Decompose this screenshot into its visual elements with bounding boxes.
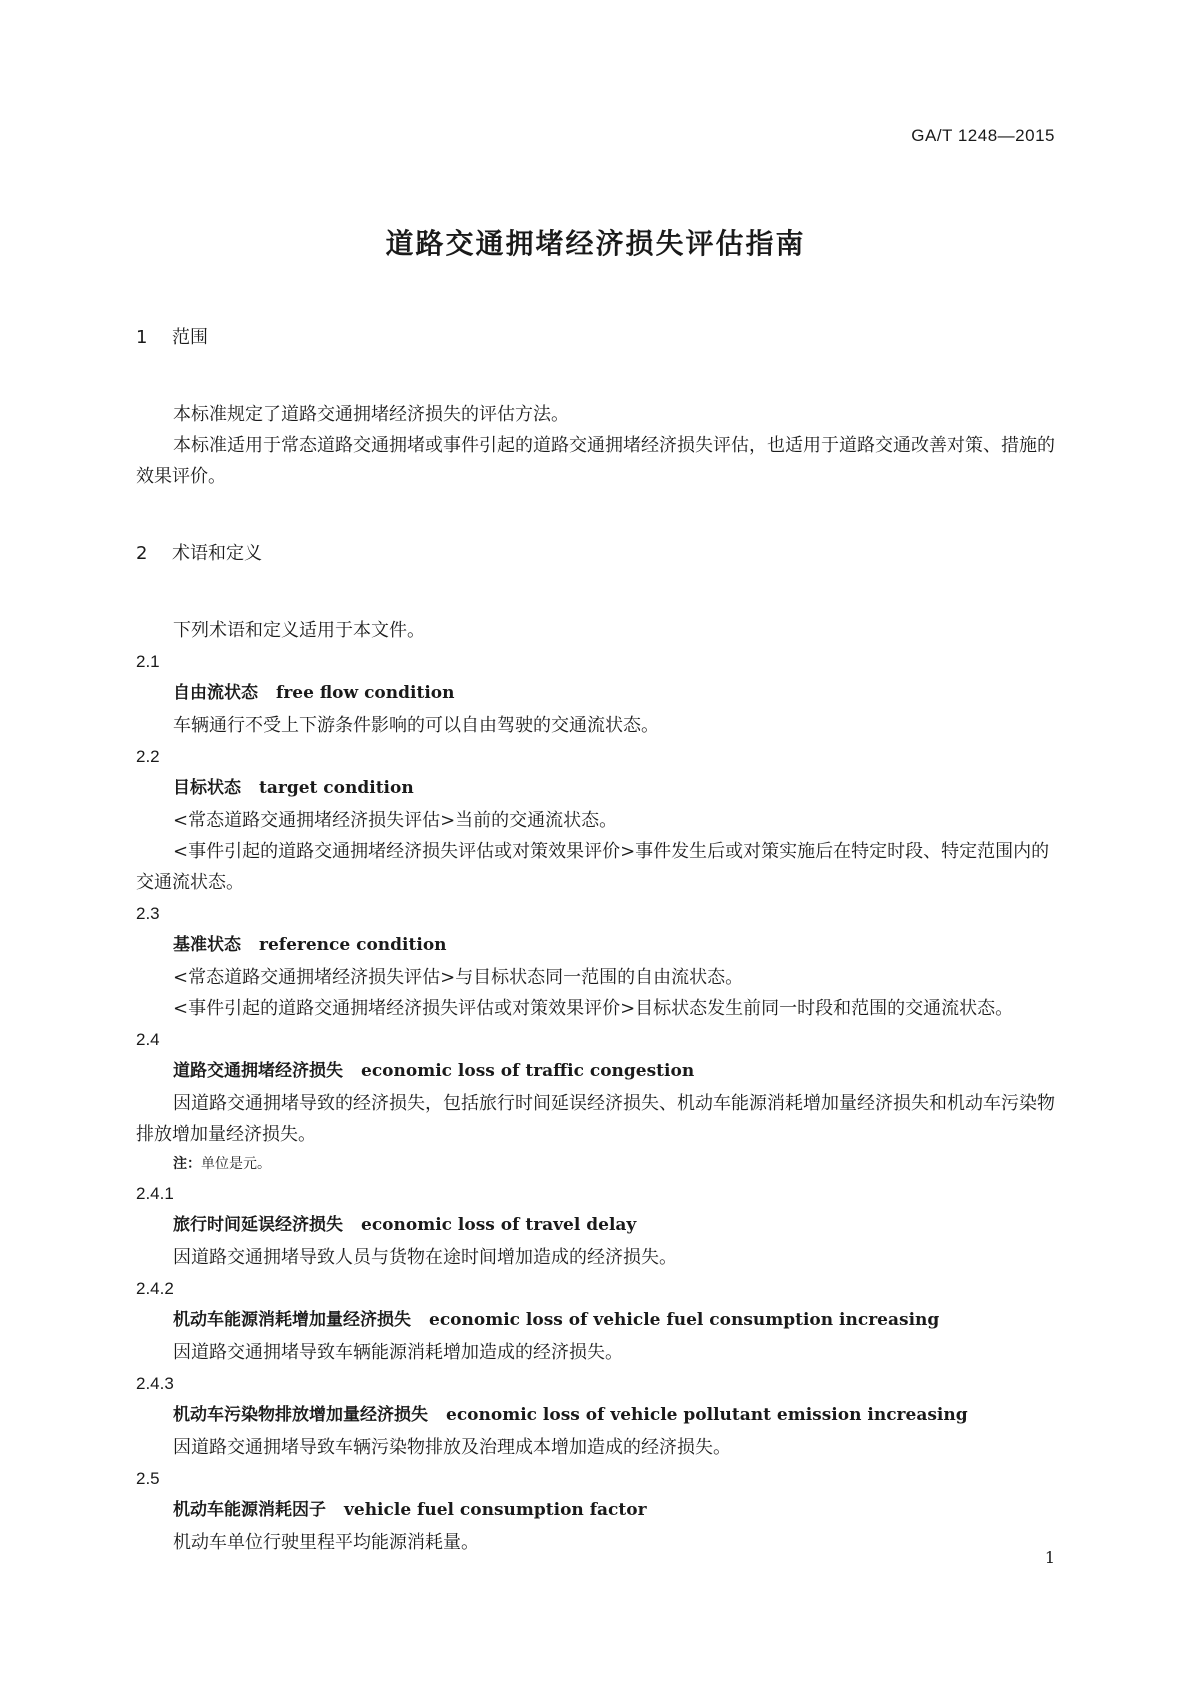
term-zh: 旅行时间延误经济损失 <box>173 1215 343 1235</box>
term-heading <box>136 1304 1056 1337</box>
section-number: 1 <box>136 327 148 348</box>
term-definition: <常态道路交通拥堵经济损失评估>与目标状态同一范围的自由流状态。 <box>173 967 744 988</box>
term-zh: 自由流状态 <box>173 683 258 703</box>
term-zh: 道路交通拥堵经济损失 <box>173 1061 343 1081</box>
term-number: 2.4.1 <box>136 1184 174 1203</box>
term-zh: 目标状态 <box>173 778 241 798</box>
term-en: economic loss of vehicle fuel consumption increasing <box>429 1310 940 1330</box>
section-heading-scope <box>136 323 1056 349</box>
page-number: 1 <box>1044 1548 1055 1567</box>
term-number: 2.5 <box>136 1469 160 1488</box>
term-zh: 机动车能源消耗增加量经济损失 <box>173 1310 411 1330</box>
term-definition: <事件引起的道路交通拥堵经济损失评估或对策效果评价>目标状态发生前同一时段和范围的交通流状态。 <box>173 998 1014 1019</box>
term-definition: <事件引起的道路交通拥堵经济损失评估或对策效果评价>事件发生后或对策实施后在特定时段、特定范围内的交通流状态。 <box>136 841 1050 893</box>
section-heading-terms <box>136 539 1056 565</box>
term-number: 2.4.2 <box>136 1279 174 1298</box>
term-en: free flow condition <box>276 683 455 703</box>
term-heading <box>136 1209 1056 1242</box>
term-zh: 基准状态 <box>173 935 241 955</box>
term-en: reference condition <box>259 935 447 955</box>
section-title: 术语和定义 <box>172 543 262 564</box>
term-number: 2.4 <box>136 1030 160 1049</box>
term-en: economic loss of vehicle pollutant emission increasing <box>446 1405 968 1425</box>
term-note <box>136 1150 1056 1178</box>
standard-code: GA/T 1248—2015 <box>911 126 1055 145</box>
term-heading <box>136 772 1056 805</box>
term-definition: 车辆通行不受上下游条件影响的可以自由驾驶的交通流状态。 <box>173 715 659 736</box>
term-definition: 因道路交通拥堵导致车辆污染物排放及治理成本增加造成的经济损失。 <box>173 1437 731 1458</box>
document-body <box>136 323 1056 1558</box>
term-heading <box>136 1055 1056 1088</box>
term-definition: 因道路交通拥堵导致的经济损失，包括旅行时间延误经济损失、机动车能源消耗增加量经济损失和机动车污染物排放增加量经济损失。 <box>136 1093 1055 1145</box>
term-en: target condition <box>259 778 414 798</box>
term-number: 2.3 <box>136 904 160 923</box>
section-title: 范围 <box>172 327 208 348</box>
term-definition: 因道路交通拥堵导致车辆能源消耗增加造成的经济损失。 <box>173 1342 623 1363</box>
note-text: 单位是元。 <box>201 1156 271 1172</box>
term-zh: 机动车污染物排放增加量经济损失 <box>173 1405 428 1425</box>
term-heading <box>136 1494 1056 1527</box>
term-definition: <常态道路交通拥堵经济损失评估>当前的交通流状态。 <box>173 810 618 831</box>
note-label: 注： <box>173 1156 201 1172</box>
term-en: vehicle fuel consumption factor <box>344 1500 647 1520</box>
term-definition: 机动车单位行驶里程平均能源消耗量。 <box>173 1532 479 1553</box>
term-heading <box>136 1399 1056 1432</box>
term-en: economic loss of traffic congestion <box>361 1061 695 1081</box>
term-number: 2.2 <box>136 747 160 766</box>
term-heading <box>136 677 1056 710</box>
section-number: 2 <box>136 543 148 564</box>
term-definition: 因道路交通拥堵导致人员与货物在途时间增加造成的经济损失。 <box>173 1247 677 1268</box>
document-title: 道路交通拥堵经济损失评估指南 <box>385 227 806 260</box>
term-zh: 机动车能源消耗因子 <box>173 1500 326 1520</box>
term-number: 2.4.3 <box>136 1374 174 1393</box>
term-heading <box>136 929 1056 962</box>
term-number: 2.1 <box>136 652 160 671</box>
paragraph: 本标准规定了道路交通拥堵经济损失的评估方法。 <box>173 404 569 425</box>
paragraph: 下列术语和定义适用于本文件。 <box>173 620 425 641</box>
paragraph: 本标准适用于常态道路交通拥堵或事件引起的道路交通拥堵经济损失评估，也适用于道路交通改善对策、措施的效果评价。 <box>136 435 1055 487</box>
term-en: economic loss of travel delay <box>361 1215 637 1235</box>
